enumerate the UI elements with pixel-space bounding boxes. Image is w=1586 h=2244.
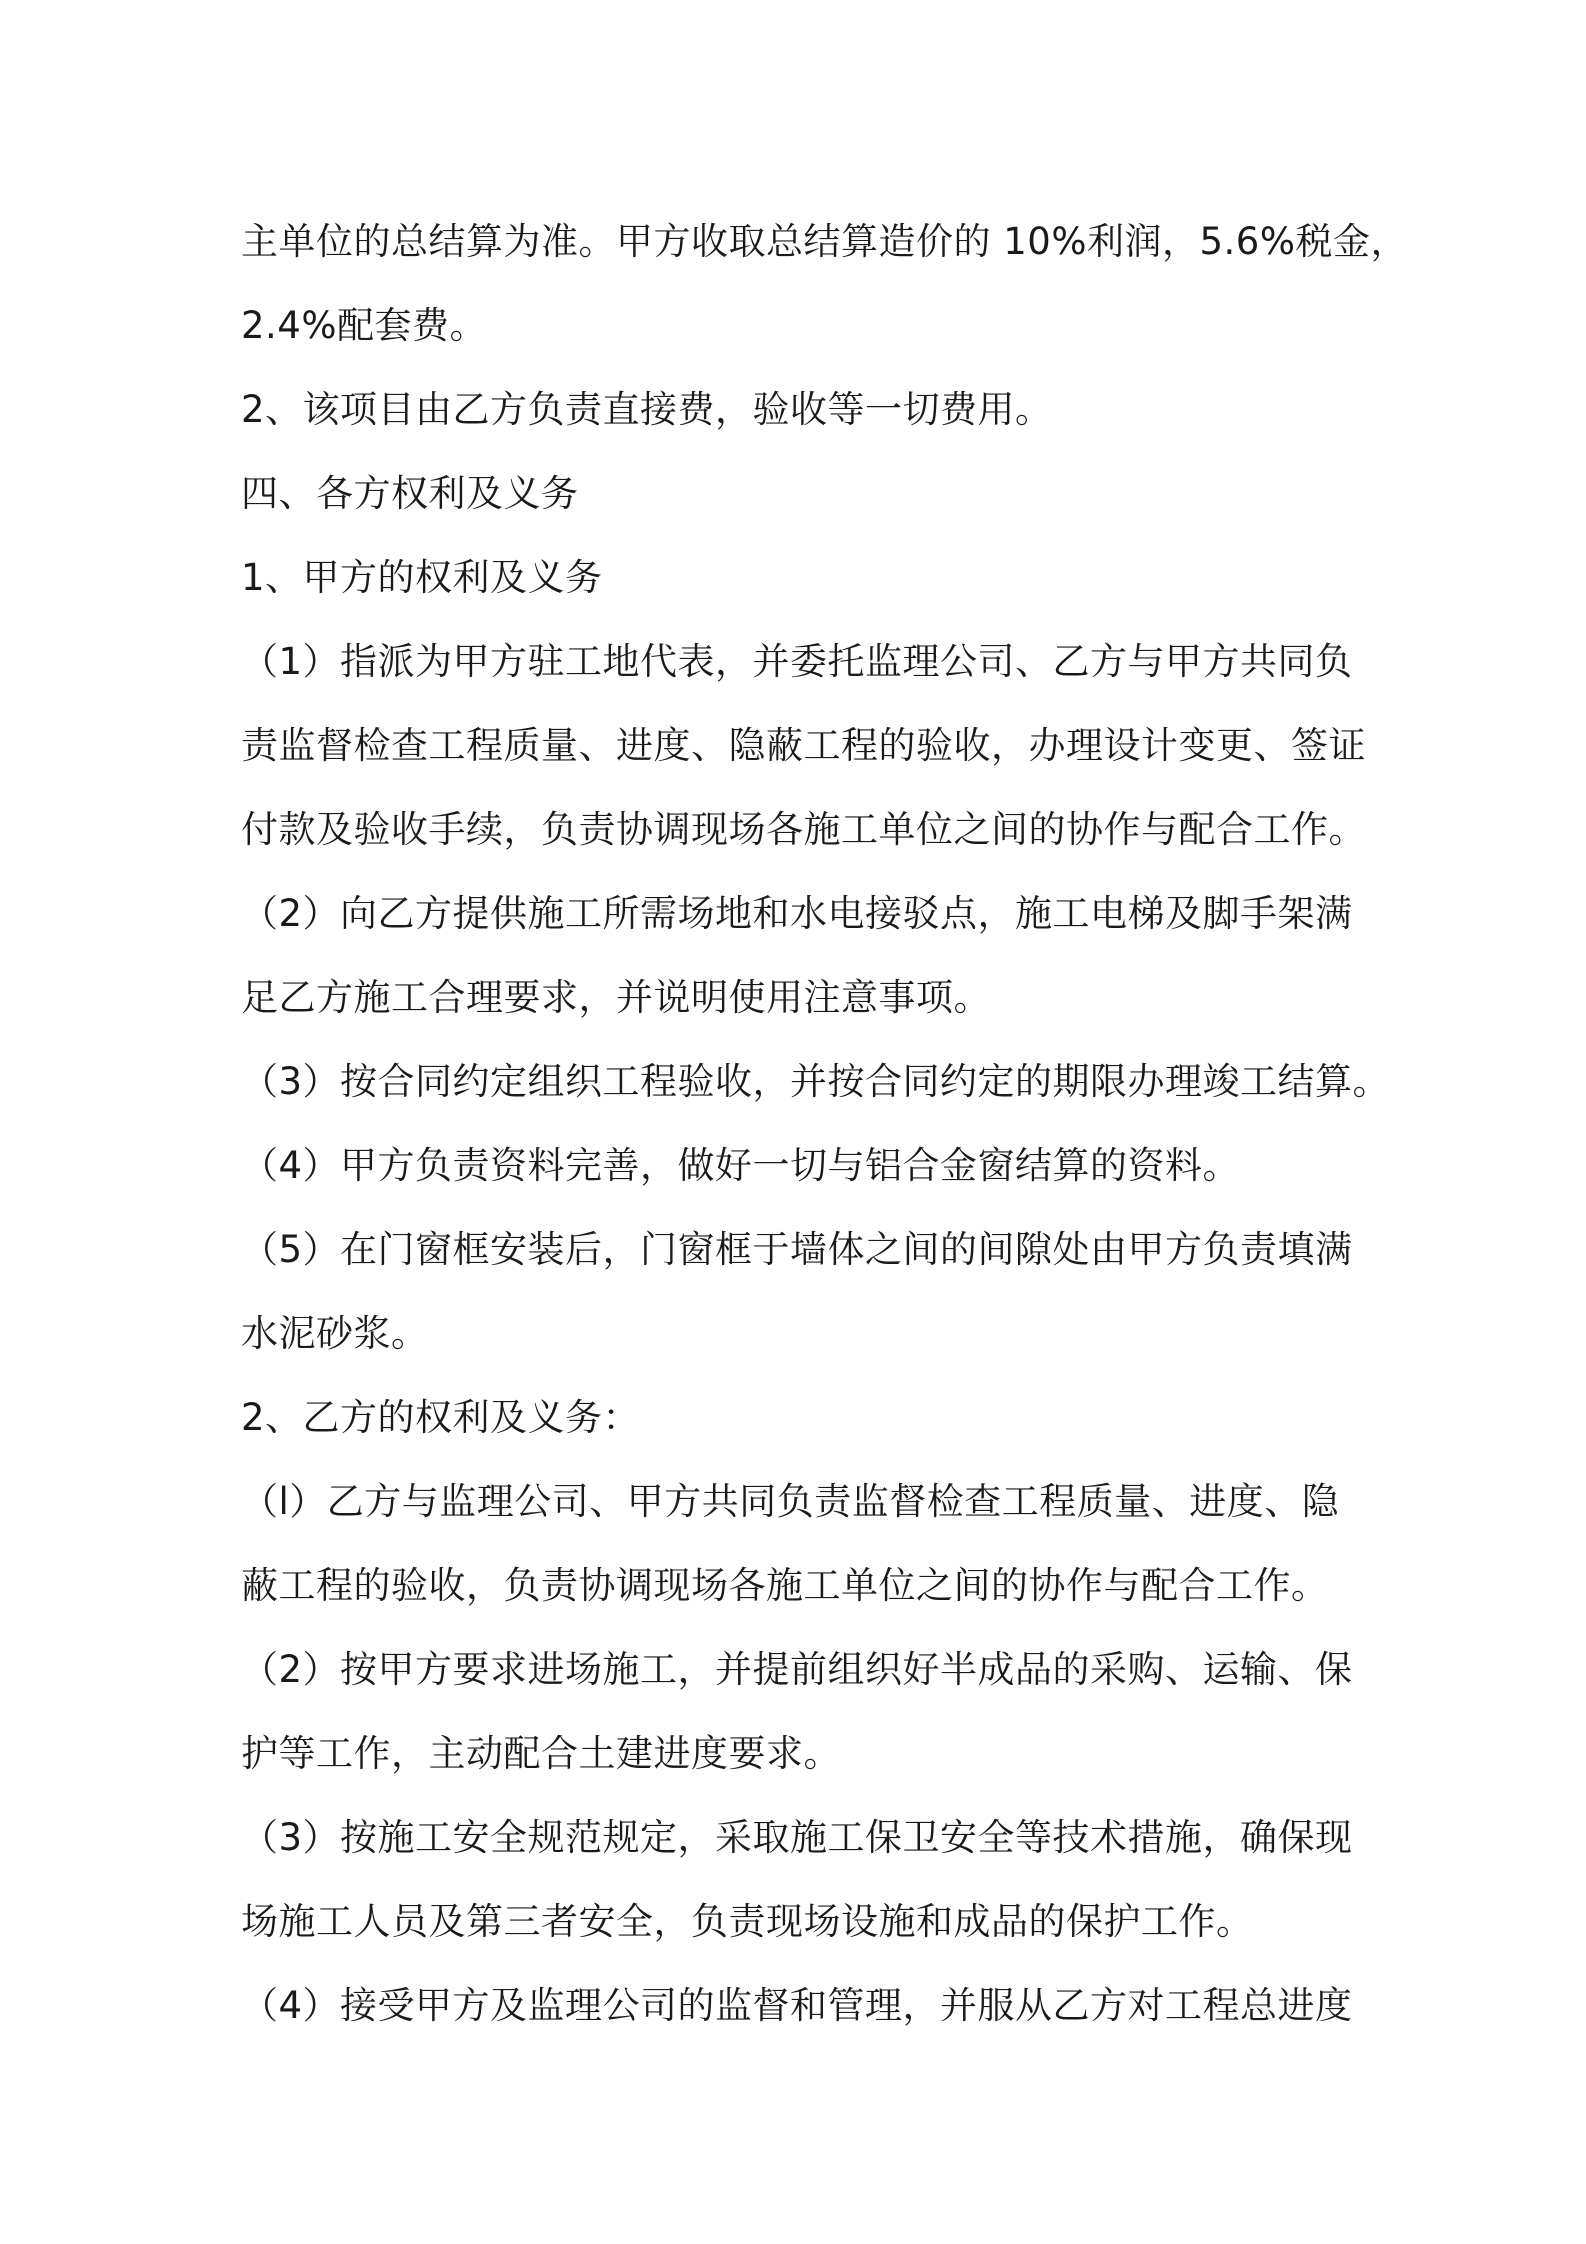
text-line: 护等工作，主动配合土建进度要求。	[241, 1732, 841, 1775]
text-line: 场施工人员及第三者安全，负责现场设施和成品的保护工作。	[241, 1900, 1254, 1943]
subsection-heading: 1、甲方的权利及义务	[241, 556, 603, 599]
text-line: 责监督检查工程质量、进度、隐蔽工程的验收，办理设计变更、签证	[241, 724, 1366, 767]
text-line: （4）甲方负责资料完善，做好一切与铝合金窗结算的资料。	[241, 1144, 1241, 1187]
text-line: （3）按合同约定组织工程验收，并按合同约定的期限办理竣工结算。	[241, 1060, 1391, 1103]
text-line: （l）乙方与监理公司、甲方共同负责监督检查工程质量、进度、隐	[241, 1480, 1340, 1523]
document-body	[241, 200, 1408, 2048]
text-line: 2.4%配套费。	[241, 304, 487, 347]
text-line: （2）按甲方要求进场施工，并提前组织好半成品的采购、运输、保	[241, 1648, 1353, 1691]
text-line: （3）按施工安全规范规定，采取施工保卫安全等技术措施，确保现	[241, 1816, 1353, 1859]
text-line: （2）向乙方提供施工所需场地和水电接驳点，施工电梯及脚手架满	[241, 892, 1353, 935]
text-line: 付款及验收手续，负责协调现场各施工单位之间的协作与配合工作。	[241, 808, 1366, 851]
text-line: 2、该项目由乙方负责直接费，验收等一切费用。	[241, 388, 1053, 431]
text-line: （1）指派为甲方驻工地代表，并委托监理公司、乙方与甲方共同负	[241, 640, 1353, 683]
text-line: （4）接受甲方及监理公司的监督和管理，并服从乙方对工程总进度	[241, 1984, 1353, 2027]
subsection-heading: 2、乙方的权利及义务：	[241, 1396, 641, 1439]
text-line: 足乙方施工合理要求，并说明使用注意事项。	[241, 976, 991, 1019]
text-line: （5）在门窗框安装后，门窗框于墙体之间的间隙处由甲方负责填满	[241, 1228, 1353, 1271]
section-heading: 四、各方权利及义务	[241, 472, 579, 515]
text-line: 主单位的总结算为准。甲方收取总结算造价的 10%利润，5.6%税金，	[241, 220, 1408, 263]
text-line: 水泥砂浆。	[241, 1312, 429, 1355]
text-line: 蔽工程的验收，负责协调现场各施工单位之间的协作与配合工作。	[241, 1564, 1329, 1607]
